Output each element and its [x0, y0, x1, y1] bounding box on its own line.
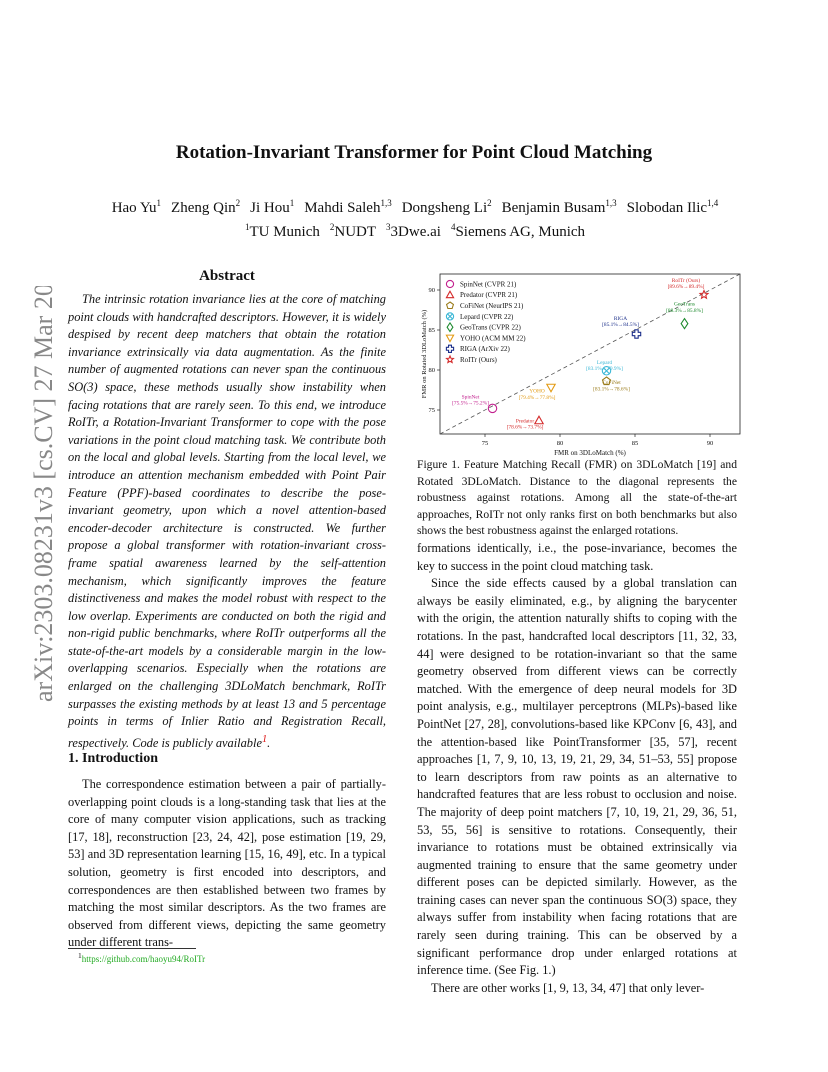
paper-title: Rotation-Invariant Transformer for Point Cloud Matching — [175, 142, 653, 163]
abstract-body: The intrinsic rotation invariance lies at the core of matching point clouds with handcrafted descriptors. However, it is widely despised by recent deep matchers that obtain the rotation invariance extrinsically via data augmentation. As the finite number of augmented rotations can never span the continuous SO(3) space, these methods usually show instability when facing rotations that are rarely seen. To this end, we introduce RoITr, a Rotation-Invariant Transformer to cope with the pose variations in the point cloud matching task. We contribute both on the local and global levels. Starting from the local level, we introduce an attention mechanism embedded with Point Pair Feature (PPF)-based coordinates to describe the pose-invariant geometry, upon which a novel attention-based encoder-decoder architecture is constructed. We further propose a global transformer with rotation-invariant cross-frame spatial awareness learned by the self-attention mechanism, which significantly improves the feature distinctiveness and makes the model robust with respect to the low overlap. Experiments are conducted on both the rigid and non-rigid public benchmarks, where RoITr outperforms all the state-of-the-art models by a considerable margin in the low-overlapping scenarios. Especially when the rotations are enlarged on the challenging 3DLoMatch benchmark, RoITr surpasses the existing methods by at least 13 and 5 percentage points in terms of Inlier Ratio and Registration Recall, respectively. Code is publicly available$^1$. — [68, 292, 386, 750]
footnote-ref[interactable]: 1 — [261, 733, 268, 745]
author-name: Hao Yu$^1$ — [111, 198, 162, 216]
paragraph: formations identically, i.e., the pose-invariance, becomes the key to success in the point cloud matching task. — [417, 541, 737, 573]
affiliation: $^4$Siemens AG, Munich — [450, 222, 586, 240]
author-name: Dongsheng Li$^2$ — [401, 198, 492, 216]
y-tick-label: 75 — [428, 407, 435, 414]
x-axis-label: FMR on 3DLoMatch (%) — [554, 449, 626, 457]
x-tick-label: 75 — [481, 440, 489, 447]
author-block — [40, 194, 790, 242]
legend-marker — [446, 335, 453, 341]
paragraph: There are other works [1, 9, 13, 34, 47] that only lever- — [431, 980, 705, 995]
y-tick-label: 85 — [428, 327, 435, 334]
data-label-name: Predator — [515, 418, 535, 425]
data-label-range: [79.4%→77.8%] — [518, 394, 556, 401]
x-tick-label: 90 — [706, 440, 714, 447]
author-name: Ji Hou$^1$ — [250, 198, 295, 216]
data-label-name: RoITr (Ours) — [671, 277, 701, 284]
y-tick-label: 90 — [428, 287, 435, 294]
arxiv-stamp — [10, 286, 66, 706]
affiliation-line — [40, 218, 790, 242]
y-axis-label: FMR on Rotated 3DLoMatch (%) — [421, 309, 428, 399]
legend-marker — [446, 291, 453, 297]
legend-entry: Lepard (CVPR 22) — [460, 312, 514, 321]
data-point-spinnet — [488, 404, 496, 412]
author-name: Benjamin Busam$^{1,3}$ — [501, 198, 617, 216]
legend-entry: RoITr (Ours) — [460, 356, 497, 364]
data-label-range: [83.1%→78.6%] — [593, 386, 630, 393]
author-name: Slobodan Ilic$^{1,4}$ — [626, 198, 719, 216]
legend-entry: SpinNet (CVPR 21) — [460, 280, 517, 289]
legend-marker — [447, 302, 454, 309]
legend-entry: YOHO (ACM MM 22) — [460, 334, 526, 343]
author-line — [40, 194, 790, 218]
data-label-name: SpinNet — [461, 394, 480, 401]
paragraph: Since the side effects caused by a global translation can always be easily eliminated, e.g., by aligning the barycenter with the origin, the attention naturally shifts to coping with the rotations. In the past, handcrafted local descriptors [11, 32, 33, 44] were designed to be rotation-invariant so that the same geometry observed from different views can be correctly matched. With the emergence of deep neural models for 3D point analysis, e.g., multilayer perceptrons (MLPs)-based like PointNet [27, 28], convolutions-based like KPConv [6, 43], and the attention-based like PointTransformer [35, 57], recent approaches [1, 7, 9, 10, 13, 19, 21, 29, 34, 51–53, 55] propose to learn descriptors from raw points as an alternative to handcrafted features that are less robust to occlusion and noise. The majority of deep point matchers [7, 10, 19, 21, 29, 36, 51, 53, 55, 56] is sensitive to rotations. Consequently, their invariance to rotations must be obtained extrinsically via augmented training to ensure that the same geometry under different poses can be depicted similarly. However, as the training cases can never span the continuous SO(3) space, they always suffer from instability when facing rotations that are rarely seen during training. This can be observed by a significant performance drop under enlarged rotations at inference time. (See Fig. 1.) — [417, 576, 737, 978]
intro-paragraph: The correspondence estimation between a pair of partially-overlapping point clouds is a long-standing task that lies at the core of many computer vision applications, such as tracking [17, 18], reconstruction [23, 24, 42], pose estimation [19, 29, 53] and 3D representation learning [15, 16, 49], etc. In a typical solution, geometry is first encoded into descriptors, and correspondences are then established between two frames by matching the most similar descriptors. As the two frames are observed from different views, depicting the same geometry under different trans- — [68, 777, 386, 950]
figure-caption: Figure 1. Feature Matching Recall (FMR) on 3DLoMatch [19] and Rotated 3DLoMatch. Distance to the diagonal represents the robustness against rotations. Among all the state-of-the-art approaches, RoITr not only ranks first on both benchmarks but also shows the best robustness against the enlarged rotations. — [417, 458, 737, 538]
footnote-divider — [68, 948, 196, 949]
legend-marker-cross — [447, 314, 452, 319]
data-point-predator — [535, 416, 543, 424]
x-tick-label: 85 — [631, 440, 639, 447]
footnote: $^1$https://github.com/haoyu94/RoITr — [78, 951, 206, 964]
author-name: Zheng Qin$^2$ — [171, 198, 241, 216]
affiliation: $^2$NUDT — [329, 222, 377, 240]
abstract-heading: Abstract — [199, 268, 255, 284]
affiliation: $^3$3Dwe.ai — [386, 222, 441, 240]
legend-marker — [447, 323, 453, 332]
data-label-name: RIGA — [613, 316, 628, 322]
section-heading-introduction: 1. Introduction — [68, 751, 158, 766]
legend-entry: RIGA (ArXiv 22) — [460, 345, 510, 354]
data-label-range: [85.1%→84.5%] — [602, 322, 639, 329]
legend-marker — [446, 280, 453, 287]
data-label-name: GeoTrans — [673, 301, 696, 308]
legend-entry: CoFiNet (NeurIPS 21) — [460, 302, 524, 310]
affiliation: $^1$TU Munich — [244, 222, 320, 240]
data-label-name: Lepard — [596, 359, 613, 366]
data-point-yoho — [547, 384, 555, 392]
author-name: Mahdi Saleh$^{1,3}$ — [304, 198, 392, 216]
data-label-range: [88.3%→85.8%] — [666, 307, 703, 314]
legend-entry: Predator (CVPR 21) — [460, 291, 518, 300]
data-label-name: YOHO — [529, 388, 545, 395]
legend-marker — [446, 345, 453, 352]
right-column-text — [417, 540, 737, 997]
data-point-geotrans — [681, 319, 688, 329]
arxiv-stamp-text: arXiv:2303.08231v3 [cs.CV] 27 Mar 2024 — [29, 286, 58, 702]
data-label-range: [89.6%→89.4%] — [667, 284, 705, 290]
data-label-name: CoFiNet — [602, 380, 621, 387]
legend-marker — [447, 356, 454, 363]
legend-entry: GeoTrans (CVPR 22) — [460, 323, 521, 332]
data-label-range: [78.6%→73.7%] — [506, 424, 544, 431]
scatter-plot — [418, 270, 748, 460]
x-tick-label: 80 — [556, 440, 564, 447]
y-tick-label: 80 — [428, 367, 435, 374]
data-label-range: [75.5%→75.2%] — [452, 400, 489, 407]
footnote-link[interactable]: https://github.com/haoyu94/RoITr — [81, 954, 206, 964]
figure-1-chart — [418, 270, 748, 460]
data-label-range: [83.1%→79.9%] — [586, 366, 623, 372]
abstract-text: The intrinsic rotation invariance lies at the core of matching point clouds with handcrafted descriptors. However, it is widely despised by recent deep matchers that obtain the rotation invariance extrinsically via data augmentation. As the finite number of augmented rotations can never span the continuous SO(3) space, these methods usually show instability when facing rotations that are rarely seen. To this end, we introduce RoITr, a Rotation-Invariant Transformer to cope with the pose variations in the point cloud matching task. We contribute both on the local and global levels. Starting from the local level, we introduce an attention mechanism embedded with Point Pair Feature (PPF)-based coordinates to describe the pose-invariant geometry, upon which a novel attention-based encoder-decoder architecture is constructed. We further propose a global transformer with rotation-invariant cross-frame spatial awareness learned by the self-attention mechanism, which significantly improves the feature distinctiveness and makes the model robust with respect to the low overlap. Experiments are conducted on both the rigid and non-rigid public benchmarks, where RoITr outperforms all the state-of-the-art models by a considerable margin in the low-overlapping scenarios. Especially when the rotations are enlarged on the challenging 3DLoMatch benchmark, RoITr surpasses the existing methods by at least 13 and 5 percentage points in terms of Inlier Ratio and Registration Recall, respectively. Code is publicly available — [68, 292, 386, 750]
